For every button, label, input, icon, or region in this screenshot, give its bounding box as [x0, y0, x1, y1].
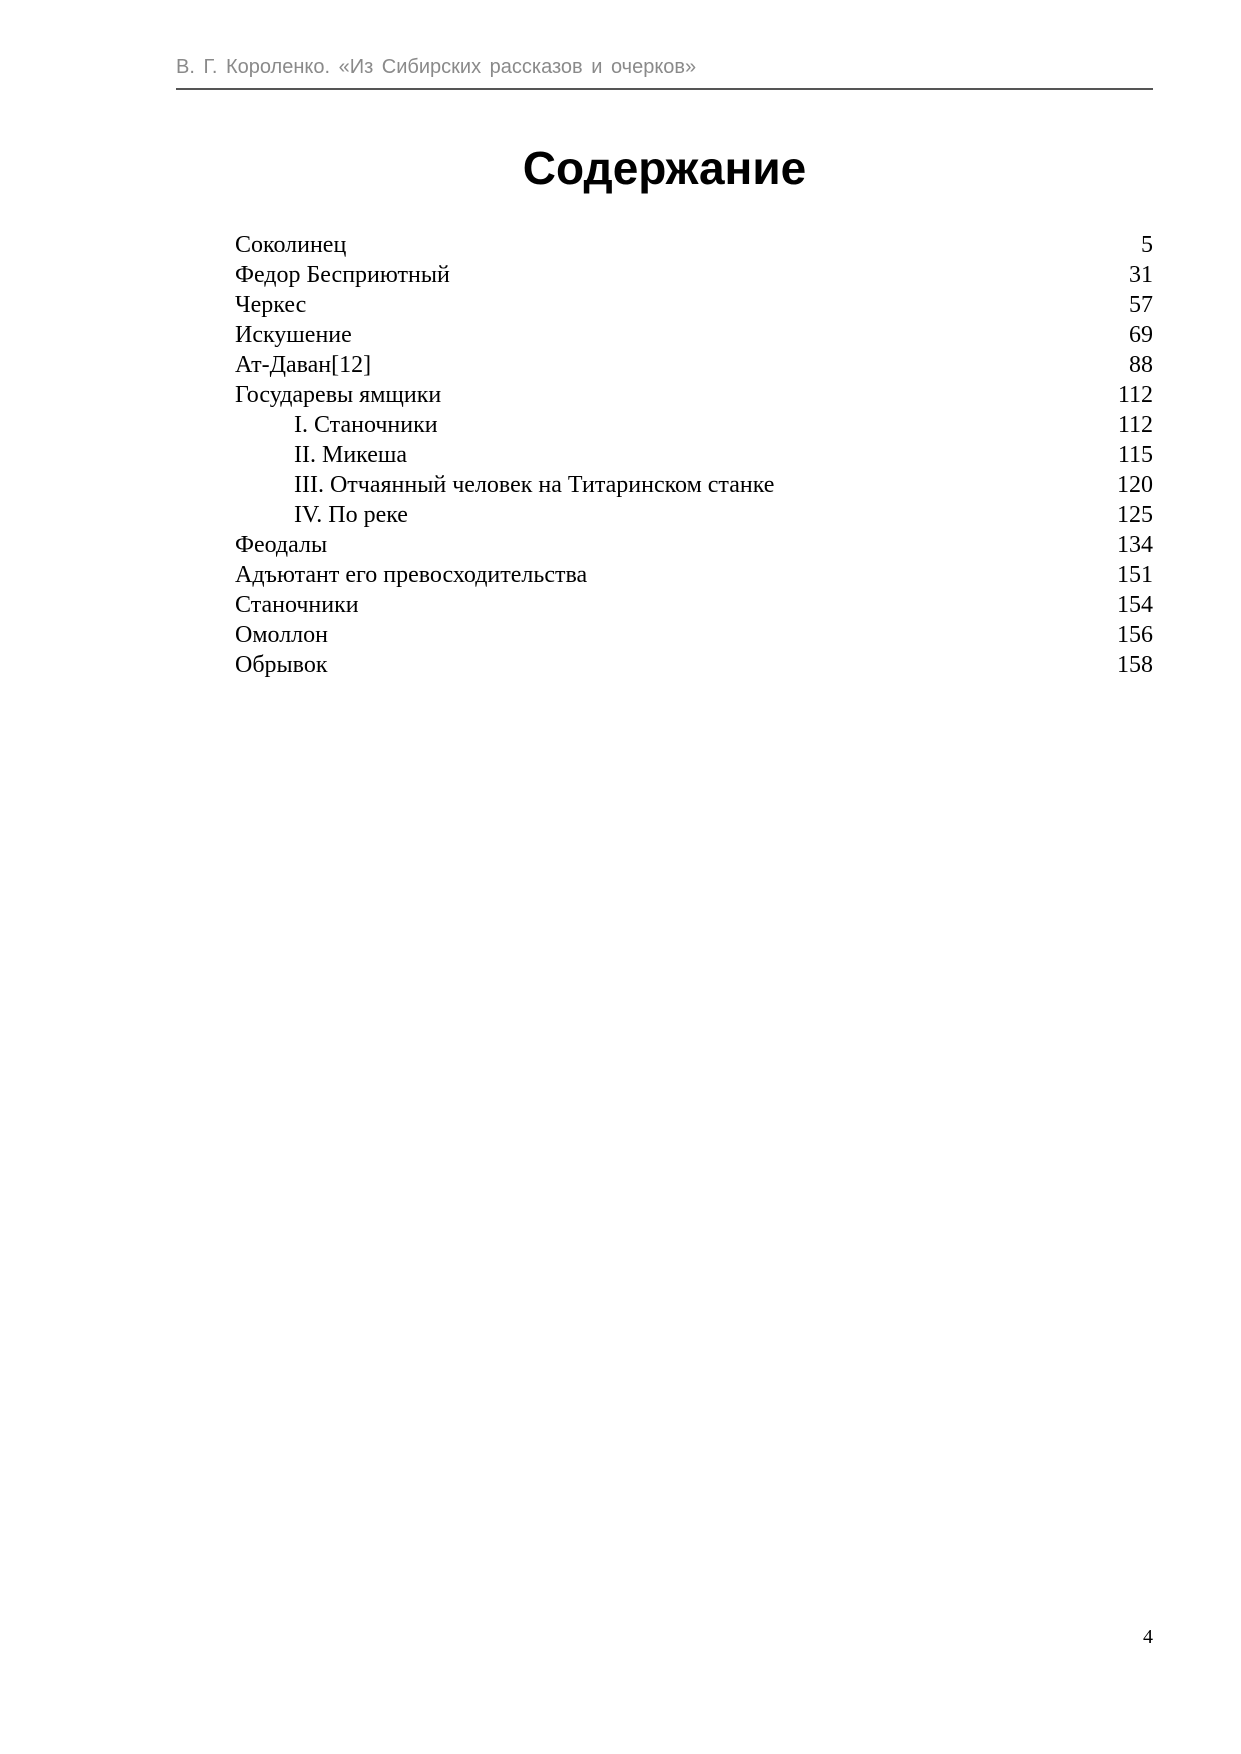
toc-entry-title: Черкес [235, 292, 307, 318]
running-header: В. Г. Короленко. «Из Сибирских рассказов и очерков» [176, 56, 697, 78]
page-title: Содержание [522, 142, 807, 194]
toc-entry[interactable] [235, 530, 1153, 560]
page-number: 4 [1143, 1626, 1153, 1648]
toc-entry-title: Обрывок [235, 652, 328, 678]
toc-entry-title: III. Отчаянный человек на Титаринском станке [294, 472, 775, 498]
toc-entry-page: 88 [1129, 352, 1153, 378]
toc-entry-page: 69 [1129, 322, 1153, 348]
toc-entry-title: Соколинец [235, 232, 347, 258]
toc-subentry[interactable] [235, 470, 1153, 500]
toc-entry[interactable] [235, 590, 1153, 620]
toc-entry-page: 125 [1117, 502, 1153, 528]
toc-entry-title: Федор Бесприютный [235, 262, 450, 288]
toc-subentry[interactable] [235, 440, 1153, 470]
toc-entry-title: Станочники [235, 592, 359, 618]
toc-subentry[interactable] [235, 500, 1153, 530]
toc-entry-page: 151 [1117, 562, 1153, 588]
toc-entry-page: 112 [1117, 382, 1153, 408]
toc-entry-title: Феодалы [235, 532, 328, 558]
toc-entry[interactable] [235, 350, 1153, 380]
toc-entry[interactable] [235, 380, 1153, 410]
toc-entry-title: IV. По реке [294, 502, 408, 528]
toc-entry-page: 5 [1141, 232, 1153, 258]
toc-entry[interactable] [235, 650, 1153, 680]
toc-entry-title: I. Станочники [294, 412, 438, 438]
toc-entry-page: 57 [1129, 292, 1153, 318]
toc-entry-page: 115 [1117, 442, 1153, 468]
toc-entry-page: 31 [1129, 262, 1153, 288]
toc-entry-title: Ат-Даван[12] [235, 352, 372, 378]
toc-subentry[interactable] [235, 410, 1153, 440]
toc-entry[interactable] [235, 320, 1153, 350]
toc-entry-page: 158 [1117, 652, 1153, 678]
toc-entry-title: Государевы ямщики [235, 382, 442, 408]
toc-entry[interactable] [235, 290, 1153, 320]
toc-entry-page: 154 [1117, 592, 1153, 618]
toc-entry-page: 134 [1117, 532, 1153, 558]
toc-entry-title: Адъютант его превосходительства [235, 562, 588, 588]
toc-entry-title: II. Микеша [294, 442, 408, 468]
toc-entry-page: 112 [1117, 412, 1153, 438]
table-of-contents [235, 230, 1153, 680]
toc-entry-page: 156 [1117, 622, 1153, 648]
toc-entry[interactable] [235, 560, 1153, 590]
toc-entry-title: Искушение [235, 322, 352, 348]
toc-entry-page: 120 [1117, 472, 1153, 498]
toc-entry[interactable] [235, 260, 1153, 290]
header-rule [176, 88, 1153, 90]
toc-entry[interactable] [235, 230, 1153, 260]
toc-entry[interactable] [235, 620, 1153, 650]
toc-entry-title: Омоллон [235, 622, 328, 648]
